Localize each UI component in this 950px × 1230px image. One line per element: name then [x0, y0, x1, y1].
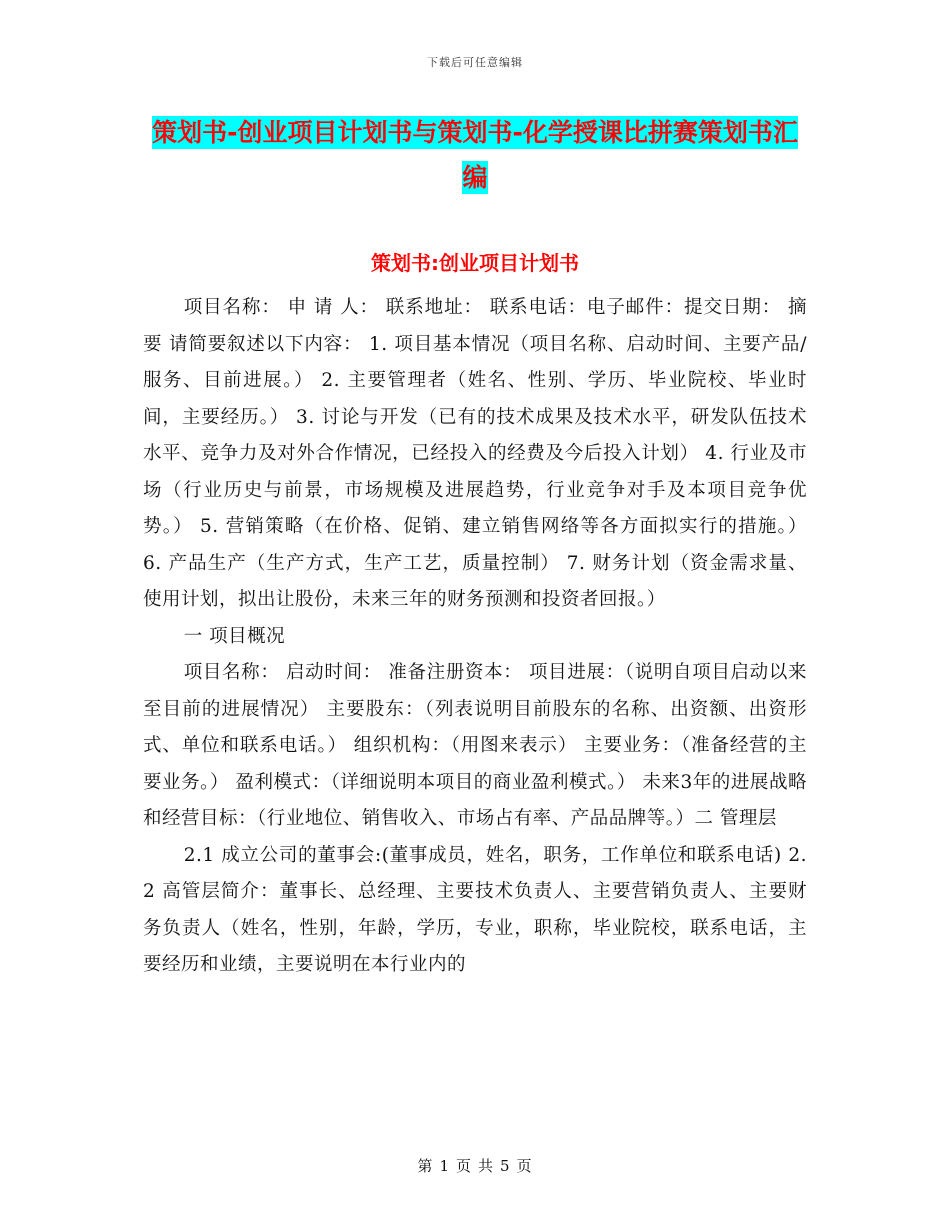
document-title-text: 策划书-创业项目计划书与策划书-化学授课比拼赛策划书汇编 — [152, 118, 798, 192]
paragraph-summary: 项目名称： 申 请 人： 联系地址： 联系电话：电子邮件：提交日期： 摘 要 请简要叙述以下内容： 1. 项目基本情况（项目名称、启动时间、主要产品/服务、目前进展。） 2. 主要管理者（姓名、性别、学历、毕业院校、毕业时间，主要经历。） 3. 讨论与开发（已有的技术成果及技术水平，研发队伍技术水平、竞争力及对外合作情况，已经投入的经费及今后投入计划） 4. 行业及市场（行业历史与前景，市场规模及进展趋势，行业竞争对手及本项目竞争优势。） 5. 营销策略（在价格、促销、建立销售网络等各方面拟实行的措施。） 6. 产品生产（生产方式，生产工艺，质量控制） 7. 财务计划（资金需求量、使用计划，拟出让股份，未来三年的财务预测和投资者回报。） — [143, 297, 807, 610]
page-label-prefix: 第 — [417, 1157, 434, 1175]
page-header: 下载后可任意编辑 — [427, 56, 523, 69]
total-pages-number: 5 — [500, 1157, 511, 1175]
page-footer — [0, 1155, 950, 1176]
current-page-number: 1 — [439, 1157, 450, 1175]
paragraph-heading-overview: 一 项目概况 — [183, 625, 286, 647]
section-title: 策划书:创业项目计划书 — [371, 251, 579, 275]
page-label-suffix: 页 — [516, 1157, 533, 1175]
total-label: 共 — [478, 1157, 495, 1175]
page-label-mid: 页 — [455, 1157, 472, 1175]
document-body — [143, 290, 807, 984]
paragraph-management: 2.1 成立公司的董事会:(董事成员，姓名，职务，工作单位和联系电话) 2.2 高管层简介：董事长、总经理、主要技术负责人、主要营销负责人、主要财务负责人（姓名，性别，年龄，学历，专业，职称，毕业院校，联系电话，主要经历和业绩，主要说明在本行业内的 — [143, 844, 807, 975]
paragraph-overview: 项目名称： 启动时间： 准备注册资本： 项目进展：（说明自项目启动以来至目前的进展情况） 主要股东：（列表说明目前股东的名称、出资额、出资形式、单位和联系电话。） 组织机构：（用图来表示） 主要业务：（准备经营的主要业务。） 盈利模式：（详细说明本项目的商业盈利模式。） 未来3年的进展战略和经营目标：（行业地位、销售收入、市场占有率、产品品牌等。）二 管理层 — [143, 662, 807, 829]
document-title — [145, 110, 805, 200]
